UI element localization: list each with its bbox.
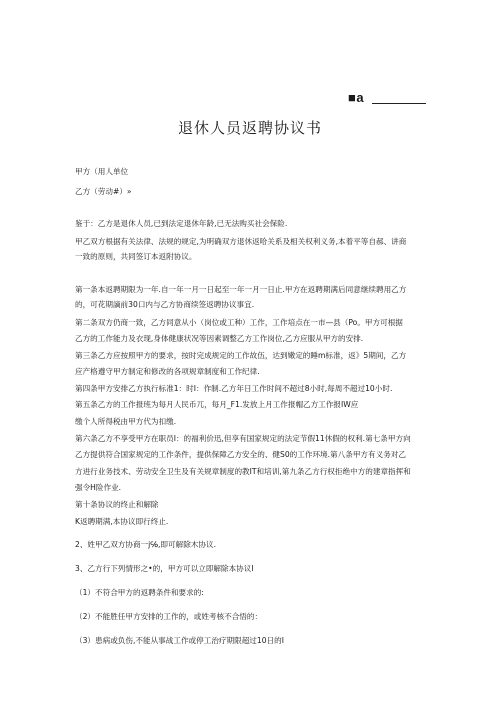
clause-line: 强令H险作业. xyxy=(75,483,122,492)
termination-line: 3、乙方行下列情形之•的，甲方可以立即解除本协议I xyxy=(75,564,254,573)
intro-line: 鉴于：乙方是退休人员,已到法定退休年龄,已无法购买社会保险. xyxy=(75,219,288,228)
header-mark: ■a xyxy=(348,90,365,105)
clause-line: 方进行业务技术、劳动安全卫生及有关规章制度的教IT和培训,第九条乙方行权拒绝中方的建章指挥和 xyxy=(75,467,411,476)
party-a-line: 甲方（用人单位 xyxy=(75,167,129,176)
intro-line: 甲乙双方根据有关法律、法规的规定,为明确双方退休返哈关系及相关权利义务,本着平等自郝、讲商 xyxy=(75,237,407,246)
document-title: 退休人员返聘协议书 xyxy=(177,119,322,137)
termination-line: （3）患病或负伤,不能从事战工作或停工治疗期限超过10日的I xyxy=(75,636,284,645)
clause-line: 第四条甲方安排乙方执行标准1：时I：作制.乙方年日工作时间不超过8小时,每周不超过10小时. xyxy=(75,384,393,393)
clause-line: 第三条乙方应按照甲方的要求，按时完成规定的工作故伍，达到嫩定的睡m标准，返》5期间，乙方 xyxy=(75,351,407,360)
termination-line: （1）不符合甲方的返聘条件和要求的: xyxy=(75,588,204,597)
clause-line: 第二条双方仍商一致，乙方同意从小（岗位或工种）工作，工作培点在一市—县（Po。甲方可根据 xyxy=(75,318,403,327)
clause-line: K返聘期满,本协议即行终止. xyxy=(75,517,169,526)
clause-line: 缴个人所得税由甲方代为扣缴. xyxy=(75,417,177,426)
header-underline xyxy=(372,103,426,104)
intro-line: 一致的原则，共同签订本返附协议。 xyxy=(75,252,197,261)
clause-line: 乙方的工作能力及衣现,身体健康状况等因素调整乙方工作岗位,乙方应服从甲方的安排. xyxy=(75,334,364,343)
clause-line: 的，可花期謫前30口内与乙方协商续签返聘协议事宜. xyxy=(75,300,255,309)
clause-line: 第十条协议的终止和解除 xyxy=(75,500,159,509)
termination-line: 2、姓甲乙双方协商一j℅,即可解除木协议. xyxy=(75,540,217,549)
termination-line: （2）不能胜任甲方安排的工作的，或姓考核不合悟的： xyxy=(75,612,263,621)
clause-line: 第五条乙方的工作报班为每月人民币兀，每月_F1.发放上月工作报帽乙方工作报IW应 xyxy=(75,400,359,409)
clause-line: 应产格遵守甲方制定和修改的各项规章制度和工作纪律. xyxy=(75,367,260,376)
clause-line: 乙方提供符合国家规定的工作条件，提供保障乙方安全的、健S0的工作环境.第八条甲方有义务对乙 xyxy=(75,450,406,459)
party-b-line: 乙方（劳动#）» xyxy=(75,187,132,196)
clause-line: 第六条乙方不享受甲方在职员I：的福利价迅,但享有国家规定的法定节假11休假的权利.第七条甲方向 xyxy=(75,434,411,443)
clause-line: 第一条本返聘期限为一年.自一年一月一日起至一年一月一日止.甲方在返聘期满后同意继续聘用乙方 xyxy=(75,285,407,294)
